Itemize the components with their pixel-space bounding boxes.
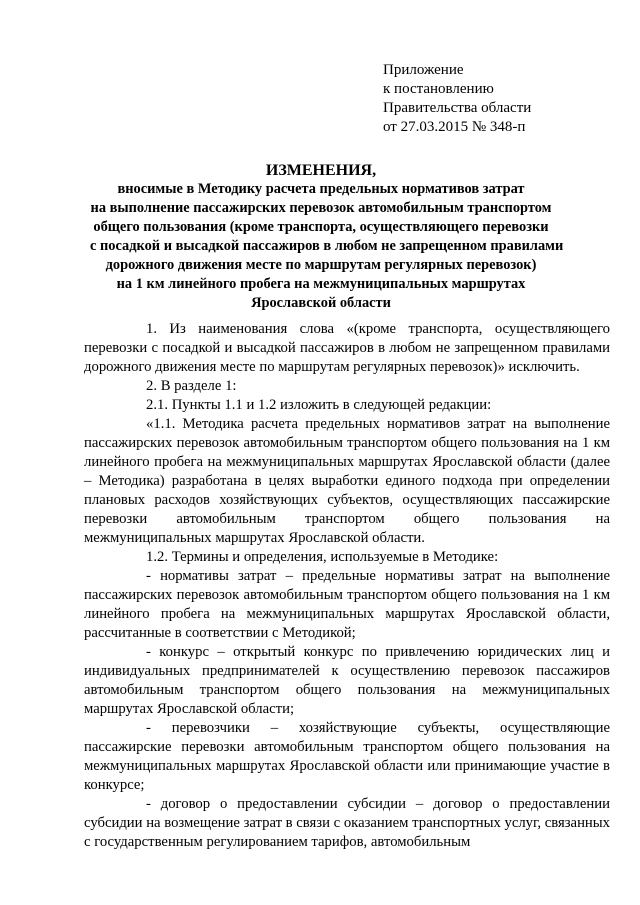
heading-line: дорожного движения месте по маршрутам регулярных перевозок)	[105, 257, 537, 273]
heading-line: общего пользования (кроме транспорта, осуществляющего перевозки	[93, 219, 549, 235]
heading-line: на 1 км линейного пробега на межмуниципальных маршрутах	[116, 276, 526, 292]
document-body	[84, 320, 610, 852]
document-heading	[90, 161, 564, 313]
heading-line: на выполнение пассажирских перевозок автомобильным транспортом	[90, 200, 552, 216]
appendix-line: Приложение	[383, 62, 464, 78]
paragraph-item-2-1: 2.1. Пункты 1.1 и 1.2 изложить в следующей редакции:	[146, 397, 492, 413]
paragraph-item-1: 1. Из наименования слова «(кроме транспорта, осуществляющего перевозки с посадкой и высадкой пассажиров в любом не запрещенном правилами дорожного движения месте по маршрутам регулярных перевозок)» исключить.	[84, 321, 610, 375]
definition-subsidy-agreement: - договор о предоставлении субсидии – договор о предоставлении субсидии на возмещение затрат в связи с оказанием транспортных услуг, связанных с государственным регулированием тарифов, автомобильным	[84, 796, 611, 850]
appendix-date-number: от 27.03.2015 № 348-п	[383, 119, 526, 135]
heading-line: Ярославской области	[251, 295, 391, 311]
heading-line: вносимые в Методику расчета предельных нормативов затрат	[117, 181, 525, 197]
appendix-block	[383, 61, 531, 137]
paragraph-clause-1-2: 1.2. Термины и определения, используемые в Методике:	[146, 549, 499, 565]
paragraph-clause-1-1: «1.1. Методика расчета предельных нормативов затрат на выполнение пассажирских перевозок автомобильным транспортом общего пользования на 1 км линейного пробега на межмуниципальных маршрутах Ярославской области (далее – Методика) разработана в целях выработки единого подхода при определении плановых расходов хозяйствующих субъектов, осуществляющих пассажирские перевозки автомобильным транспортом общего пользования на межмуниципальных маршрутах Ярославской области.	[84, 416, 610, 546]
definition-competition: - конкурс – открытый конкурс по привлечению юридических лиц и индивидуальных предпринимателей к осуществлению перевозок пассажиров автомобильным транспортом общего пользования на межмуниципальных маршрутах Ярославской области;	[84, 644, 610, 717]
appendix-line: к постановлению	[383, 81, 494, 97]
paragraph-section-2: 2. В разделе 1:	[146, 378, 237, 394]
heading-line: с посадкой и высадкой пассажиров в любом не запрещенном правилами	[90, 238, 564, 254]
definition-carriers: - перевозчики – хозяйствующие субъекты, осуществляющие пассажирские перевозки автомобильным транспортом общего пользования на межмуниципальных маршрутах Ярославской области или принимающие участие в конкурсе;	[84, 720, 610, 793]
definition-cost-norms: - нормативы затрат – предельные нормативы затрат на выполнение пассажирских перевозок автомобильным транспортом общего пользования на 1 км линейного пробега на межмуниципальных маршрутах Ярославской области, рассчитанные в соответствии с Методикой;	[84, 568, 610, 641]
heading-title: ИЗМЕНЕНИЯ,	[265, 162, 377, 179]
appendix-line: Правительства области	[383, 100, 532, 116]
